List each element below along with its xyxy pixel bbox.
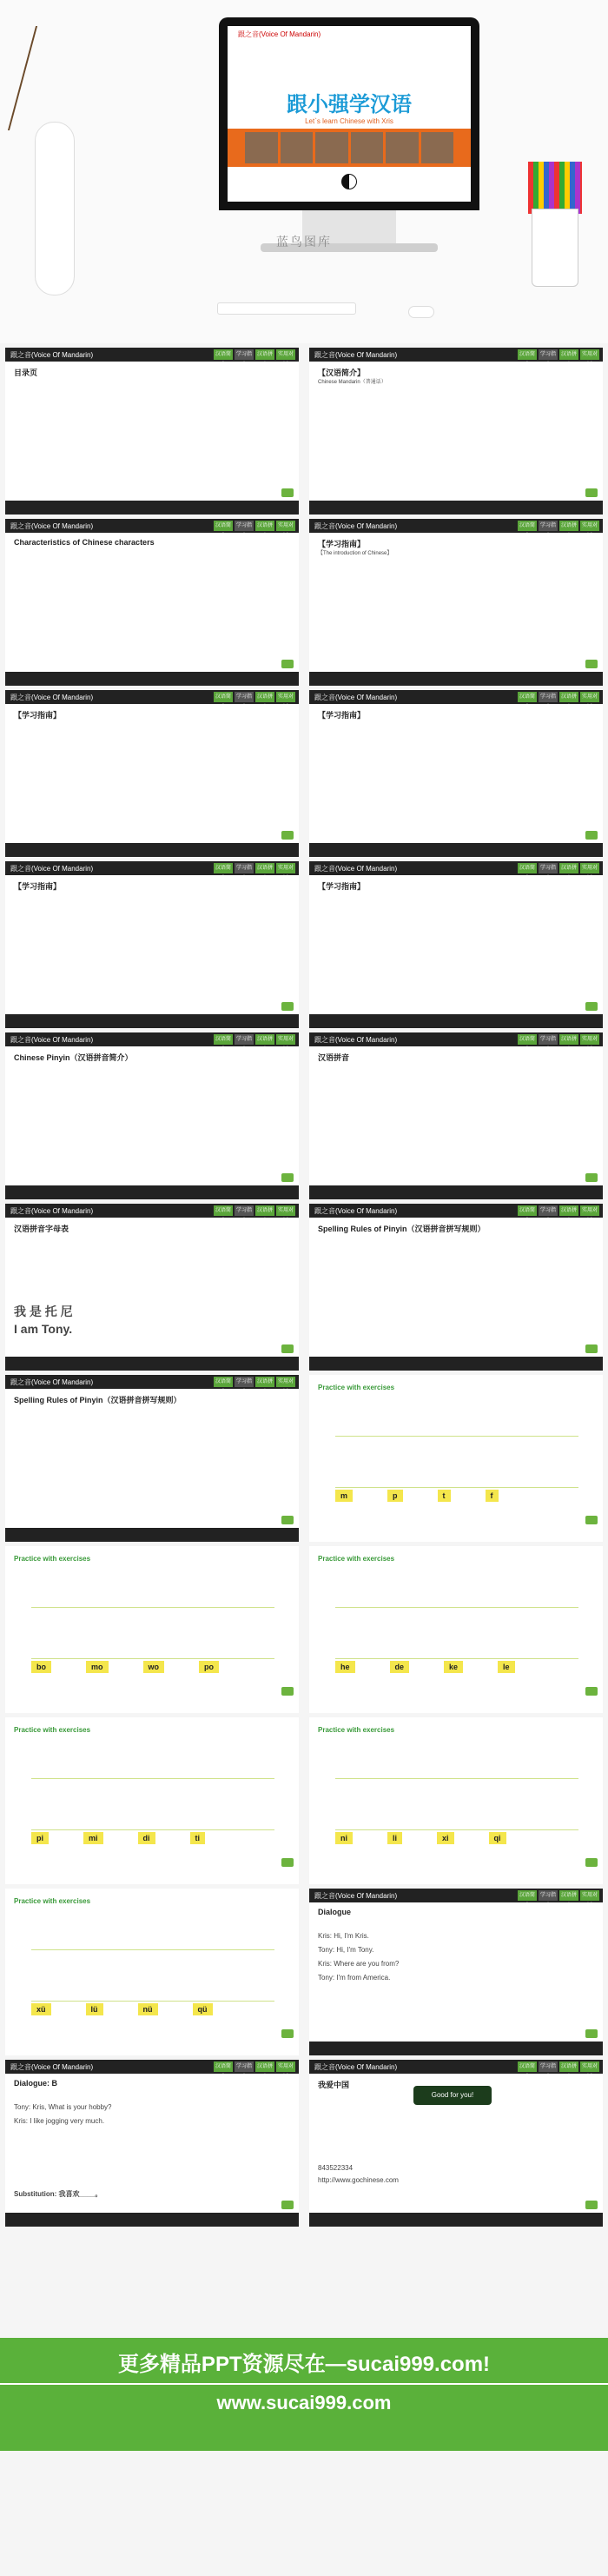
hero-section bbox=[0, 0, 608, 343]
tab[interactable]: 汉语简介 bbox=[214, 349, 233, 360]
tab[interactable]: 汉语拼音 bbox=[559, 1034, 578, 1045]
slide-footer bbox=[309, 1357, 603, 1371]
bar-brand: 跟之音(Voice Of Mandarin) bbox=[10, 2062, 94, 2071]
monitor bbox=[219, 17, 479, 210]
slide-11 bbox=[5, 1204, 299, 1371]
slide-4 bbox=[309, 519, 603, 686]
cover-subtitle: Let`s learn Chinese with Xris bbox=[305, 117, 393, 125]
tab[interactable]: 汉语拼音 bbox=[559, 1205, 578, 1216]
slide-footer bbox=[309, 2042, 603, 2055]
bar-brand: 跟之音(Voice Of Mandarin) bbox=[314, 693, 398, 701]
slide-title: Spelling Rules of Pinyin（汉语拼音拼写规则） bbox=[318, 1225, 486, 1233]
slide-title: Dialogue bbox=[318, 1908, 352, 1916]
tab[interactable]: 实用对话 bbox=[580, 521, 599, 531]
footer-line-2[interactable]: www.sucai999.com bbox=[216, 2392, 392, 2413]
mouse bbox=[408, 306, 434, 318]
tab[interactable]: 汉语拼音 bbox=[255, 1205, 274, 1216]
example-en: I am Tony. bbox=[14, 1322, 73, 1336]
tab-bar bbox=[518, 349, 599, 368]
answer-boxes bbox=[335, 1832, 506, 1844]
slide-header bbox=[309, 519, 603, 539]
tab[interactable]: 汉语拼音 bbox=[559, 1890, 578, 1901]
example-cn: 我 是 托 尼 bbox=[14, 1305, 73, 1318]
tab[interactable]: 学习指南 bbox=[539, 2061, 558, 2072]
tab[interactable]: 学习指南 bbox=[539, 1890, 558, 1901]
tab[interactable]: 汉语拼音 bbox=[255, 1034, 274, 1045]
slide-footer bbox=[309, 672, 603, 686]
tab[interactable]: 实用对话 bbox=[276, 863, 295, 873]
next-arrow-icon[interactable] bbox=[281, 488, 294, 497]
answer-boxes bbox=[335, 1661, 515, 1673]
next-arrow-icon[interactable] bbox=[281, 1344, 294, 1353]
tab[interactable]: 学习指南 bbox=[539, 1034, 558, 1045]
slide-title: 【学习指南】 bbox=[318, 882, 366, 891]
tab[interactable]: 学习指南 bbox=[235, 1034, 254, 1045]
tab-bar bbox=[214, 1034, 295, 1052]
tab[interactable]: 学习指南 bbox=[539, 1205, 558, 1216]
tab[interactable]: 汉语简介 bbox=[214, 1034, 233, 1045]
dialogue-line: Tony: I'm from America. bbox=[318, 1974, 391, 1982]
slide-19 bbox=[5, 1889, 299, 2055]
slide-heading: Chinese Mandarin（普通话） bbox=[318, 380, 387, 385]
slide-footer bbox=[5, 1014, 299, 1028]
tab[interactable]: 学习指南 bbox=[235, 1377, 254, 1387]
tab-bar bbox=[214, 1205, 295, 1224]
next-arrow-icon[interactable] bbox=[585, 1344, 598, 1353]
bar-brand: 跟之音(Voice Of Mandarin) bbox=[10, 1206, 94, 1215]
slide-title: 【学习指南】 bbox=[14, 882, 62, 891]
tab[interactable]: 实用对话 bbox=[580, 692, 599, 702]
next-arrow-icon[interactable] bbox=[585, 2029, 598, 2038]
slide-title: 【学习指南】 bbox=[318, 711, 366, 720]
tab[interactable]: 实用对话 bbox=[276, 2061, 295, 2072]
tab[interactable]: 汉语拼音 bbox=[255, 2061, 274, 2072]
bar-brand: 跟之音(Voice Of Mandarin) bbox=[314, 350, 398, 359]
tab[interactable]: 学习指南 bbox=[235, 349, 254, 360]
slide-header bbox=[309, 1204, 603, 1224]
pinyin-box[interactable]: nü bbox=[138, 2003, 158, 2015]
pencil-cup bbox=[532, 209, 578, 287]
tab-bar bbox=[518, 1205, 599, 1224]
slide-21 bbox=[5, 2060, 299, 2227]
slide-12 bbox=[309, 1204, 603, 1371]
slide-10 bbox=[309, 1032, 603, 1199]
tab[interactable]: 汉语拼音 bbox=[559, 2061, 578, 2072]
tab[interactable]: 汉语简介 bbox=[518, 1034, 537, 1045]
pinyin-box[interactable]: ti bbox=[190, 1832, 206, 1844]
brand-tag: 跟之音(Voice Of Mandarin) bbox=[238, 30, 321, 38]
pinyin-box[interactable]: mi bbox=[83, 1832, 103, 1844]
pinyin-box[interactable]: t bbox=[438, 1490, 451, 1502]
tab[interactable]: 学习指南 bbox=[235, 863, 254, 873]
tab[interactable]: 汉语拼音 bbox=[559, 863, 578, 873]
good-for-you-badge: Good for you! bbox=[413, 2086, 492, 2105]
writing-lines bbox=[335, 1436, 578, 1488]
dialogue-line: Tony: Hi, I'm Tony. bbox=[318, 1946, 374, 1954]
dialogue-line: Kris: I like jogging very much. bbox=[14, 2117, 105, 2125]
next-arrow-icon[interactable] bbox=[281, 1002, 294, 1011]
slide-5 bbox=[5, 690, 299, 857]
pinyin-box[interactable]: xi bbox=[437, 1832, 454, 1844]
pinyin-box[interactable]: li bbox=[387, 1832, 402, 1844]
slide-13 bbox=[5, 1375, 299, 1542]
slide-6 bbox=[309, 690, 603, 857]
next-arrow-icon[interactable] bbox=[281, 2029, 294, 2038]
tab[interactable]: 汉语简介 bbox=[518, 863, 537, 873]
pinyin-box[interactable]: le bbox=[498, 1661, 515, 1673]
photo bbox=[351, 132, 384, 163]
pinyin-box[interactable]: xü bbox=[31, 2003, 51, 2015]
tab[interactable]: 学习指南 bbox=[235, 521, 254, 531]
slide-footer bbox=[309, 1014, 603, 1028]
slide-18 bbox=[309, 1717, 603, 1884]
slide-footer bbox=[309, 2213, 603, 2227]
tab-bar bbox=[214, 863, 295, 881]
exercise-title: Practice with exercises bbox=[14, 1897, 91, 1905]
exercise-title: Practice with exercises bbox=[14, 1555, 91, 1563]
next-arrow-icon[interactable] bbox=[585, 1858, 598, 1867]
tab[interactable]: 实用对话 bbox=[580, 1205, 599, 1216]
slide-footer bbox=[5, 501, 299, 515]
slide-title: 【汉语简介】 bbox=[318, 368, 366, 377]
tab-bar bbox=[214, 521, 295, 539]
slide-header bbox=[5, 2060, 299, 2080]
pinyin-box[interactable]: qü bbox=[193, 2003, 213, 2015]
pinyin-box[interactable]: ni bbox=[335, 1832, 353, 1844]
bar-brand: 跟之音(Voice Of Mandarin) bbox=[314, 864, 398, 873]
website[interactable]: http://www.gochinese.com bbox=[318, 2176, 399, 2184]
next-arrow-icon[interactable] bbox=[585, 1687, 598, 1696]
bar-brand: 跟之音(Voice Of Mandarin) bbox=[314, 1891, 398, 1900]
tab[interactable]: 汉语拼音 bbox=[255, 521, 274, 531]
pinyin-box[interactable]: wo bbox=[143, 1661, 165, 1673]
slide-title: Spelling Rules of Pinyin（汉语拼音拼写规则） bbox=[14, 1396, 182, 1404]
slide-footer bbox=[5, 1357, 299, 1371]
tab[interactable]: 学习指南 bbox=[235, 1205, 254, 1216]
tab[interactable]: 汉语简介 bbox=[518, 692, 537, 702]
tab[interactable]: 实用对话 bbox=[276, 692, 295, 702]
bar-brand: 跟之音(Voice Of Mandarin) bbox=[314, 1206, 398, 1215]
slide-9 bbox=[5, 1032, 299, 1199]
dialogue-line: Tony: Kris, What is your hobby? bbox=[14, 2103, 112, 2111]
slide-2 bbox=[309, 348, 603, 515]
tab[interactable]: 实用对话 bbox=[276, 349, 295, 360]
tab-bar bbox=[214, 2061, 295, 2080]
tab-bar bbox=[518, 863, 599, 881]
bar-brand: 跟之音(Voice Of Mandarin) bbox=[10, 1378, 94, 1386]
slide-footer bbox=[309, 501, 603, 515]
writing-lines bbox=[31, 1778, 274, 1830]
slide-header bbox=[5, 861, 299, 881]
answer-boxes bbox=[31, 1661, 219, 1673]
photo-strip bbox=[245, 132, 453, 163]
dialogue-line: Kris: Hi, I'm Kris. bbox=[318, 1932, 369, 1940]
pinyin-box[interactable]: po bbox=[199, 1661, 219, 1673]
tab-bar bbox=[214, 692, 295, 710]
writing-lines bbox=[335, 1778, 578, 1830]
branch-decoration bbox=[8, 26, 131, 130]
phone: 843522334 bbox=[318, 2164, 354, 2172]
tab[interactable]: 汉语拼音 bbox=[559, 521, 578, 531]
slide-title: Characteristics of Chinese characters bbox=[14, 538, 155, 547]
bar-brand: 跟之音(Voice Of Mandarin) bbox=[10, 693, 94, 701]
next-arrow-icon[interactable] bbox=[281, 1173, 294, 1182]
bar-brand: 跟之音(Voice Of Mandarin) bbox=[10, 521, 94, 530]
next-arrow-icon[interactable] bbox=[281, 1516, 294, 1524]
slide-footer bbox=[309, 843, 603, 857]
slide-title: 汉语拼音 bbox=[318, 1053, 350, 1062]
tab[interactable]: 汉语简介 bbox=[518, 1205, 537, 1216]
answer-boxes bbox=[31, 2003, 213, 2015]
photo bbox=[386, 132, 419, 163]
tab-bar bbox=[214, 349, 295, 368]
slide-heading: 【The introduction of Chinese】 bbox=[318, 551, 393, 556]
tab[interactable]: 实用对话 bbox=[580, 863, 599, 873]
tab-bar bbox=[518, 521, 599, 539]
exercise-title: Practice with exercises bbox=[14, 1726, 91, 1734]
pinyin-box[interactable]: pi bbox=[31, 1832, 49, 1844]
tab[interactable]: 实用对话 bbox=[276, 1377, 295, 1387]
tab[interactable]: 汉语拼音 bbox=[255, 349, 274, 360]
tab[interactable]: 实用对话 bbox=[276, 1034, 295, 1045]
slide-title: Chinese Pinyin（汉语拼音简介） bbox=[14, 1053, 133, 1062]
tab[interactable]: 汉语简介 bbox=[518, 521, 537, 531]
next-arrow-icon[interactable] bbox=[585, 488, 598, 497]
slide-footer bbox=[309, 1185, 603, 1199]
pinyin-box[interactable]: bo bbox=[31, 1661, 51, 1673]
slide-1 bbox=[5, 348, 299, 515]
exercise-title: Practice with exercises bbox=[318, 1384, 395, 1391]
slide-header bbox=[309, 1889, 603, 1909]
watermark: 蓝鸟图库 bbox=[276, 235, 332, 249]
tab[interactable]: 汉语拼音 bbox=[255, 1377, 274, 1387]
pinyin-box[interactable]: f bbox=[486, 1490, 499, 1502]
slide-title: Dialogue: B bbox=[14, 2079, 58, 2088]
pinyin-box[interactable]: he bbox=[335, 1661, 355, 1673]
slide-8 bbox=[309, 861, 603, 1028]
slide-16 bbox=[309, 1546, 603, 1713]
tab[interactable]: 学习指南 bbox=[235, 2061, 254, 2072]
exercise-title: Practice with exercises bbox=[318, 1555, 395, 1563]
tab[interactable]: 汉语拼音 bbox=[559, 692, 578, 702]
tab[interactable]: 学习指南 bbox=[235, 692, 254, 702]
tab-bar bbox=[518, 1890, 599, 1909]
answer-boxes bbox=[31, 1832, 205, 1844]
next-arrow-icon[interactable] bbox=[585, 1002, 598, 1011]
tab[interactable]: 汉语拼音 bbox=[255, 863, 274, 873]
pinyin-box[interactable]: lü bbox=[86, 2003, 103, 2015]
tab[interactable]: 汉语简介 bbox=[214, 2061, 233, 2072]
tab[interactable]: 汉语简介 bbox=[214, 863, 233, 873]
slide-header bbox=[5, 1375, 299, 1395]
slide-header bbox=[309, 1032, 603, 1052]
bar-brand: 跟之音(Voice Of Mandarin) bbox=[314, 521, 398, 530]
slide-15 bbox=[5, 1546, 299, 1713]
slide-title: 【学习指南】 bbox=[318, 540, 366, 548]
tab[interactable]: 实用对话 bbox=[276, 521, 295, 531]
cover-slide bbox=[228, 26, 471, 202]
slide-title: 【学习指南】 bbox=[14, 711, 62, 720]
pinyin-box[interactable]: ke bbox=[444, 1661, 463, 1673]
answer-boxes bbox=[335, 1490, 499, 1502]
tab-bar bbox=[518, 1034, 599, 1052]
footer-line-1[interactable]: 更多精品PPT资源尽在—sucai999.com! bbox=[117, 2353, 491, 2376]
slide-title: 目录页 bbox=[14, 368, 38, 377]
vase-decoration bbox=[35, 122, 75, 295]
tab[interactable]: 汉语简介 bbox=[518, 2061, 537, 2072]
slide-header bbox=[5, 519, 299, 539]
writing-lines bbox=[335, 1607, 578, 1659]
tab[interactable]: 汉语简介 bbox=[214, 521, 233, 531]
slide-footer bbox=[5, 1185, 299, 1199]
yinyang-icon bbox=[341, 174, 357, 189]
next-arrow-icon[interactable] bbox=[585, 2201, 598, 2209]
bar-brand: 跟之音(Voice Of Mandarin) bbox=[10, 1035, 94, 1044]
writing-lines bbox=[31, 1949, 274, 2002]
slide-footer bbox=[5, 672, 299, 686]
slide-header bbox=[5, 1032, 299, 1052]
tab[interactable]: 实用对话 bbox=[580, 2061, 599, 2072]
bar-brand: 跟之音(Voice Of Mandarin) bbox=[10, 350, 94, 359]
writing-lines bbox=[31, 1607, 274, 1659]
photo bbox=[421, 132, 454, 163]
slide-header bbox=[5, 1204, 299, 1224]
next-arrow-icon[interactable] bbox=[585, 831, 598, 840]
tab-bar bbox=[214, 1377, 295, 1395]
tab[interactable]: 实用对话 bbox=[580, 349, 599, 360]
tab-bar bbox=[518, 2061, 599, 2080]
keyboard bbox=[217, 302, 356, 315]
tab[interactable]: 学习指南 bbox=[539, 863, 558, 873]
tab[interactable]: 汉语拼音 bbox=[255, 692, 274, 702]
photo bbox=[281, 132, 314, 163]
slide-7 bbox=[5, 861, 299, 1028]
photo bbox=[245, 132, 278, 163]
next-arrow-icon[interactable] bbox=[281, 831, 294, 840]
tab[interactable]: 学习指南 bbox=[539, 521, 558, 531]
slide-3 bbox=[5, 519, 299, 686]
bar-brand: 跟之音(Voice Of Mandarin) bbox=[314, 1035, 398, 1044]
tab[interactable]: 汉语简介 bbox=[518, 1890, 537, 1901]
slide-header bbox=[309, 861, 603, 881]
pinyin-box[interactable]: di bbox=[138, 1832, 155, 1844]
next-arrow-icon[interactable] bbox=[281, 2201, 294, 2209]
slide-header bbox=[5, 690, 299, 710]
slide-footer bbox=[5, 2213, 299, 2227]
pinyin-box[interactable]: p bbox=[387, 1490, 403, 1502]
pinyin-box[interactable]: qi bbox=[489, 1832, 506, 1844]
next-arrow-icon[interactable] bbox=[281, 1858, 294, 1867]
slide-header bbox=[309, 348, 603, 368]
cover-title: 跟小强学汉语 bbox=[287, 93, 412, 116]
tab[interactable]: 汉语简介 bbox=[518, 349, 537, 360]
slide-title: 我爱中国 bbox=[318, 2081, 350, 2089]
tab[interactable]: 汉语简介 bbox=[214, 1205, 233, 1216]
slide-20 bbox=[309, 1889, 603, 2055]
slide-14 bbox=[309, 1375, 603, 1542]
tab-bar bbox=[518, 692, 599, 710]
slide-22 bbox=[309, 2060, 603, 2227]
exercise-title: Practice with exercises bbox=[318, 1726, 395, 1734]
tab[interactable]: 汉语拼音 bbox=[559, 349, 578, 360]
footer-divider bbox=[0, 2383, 608, 2385]
pencils bbox=[528, 162, 582, 214]
tab[interactable]: 学习指南 bbox=[539, 692, 558, 702]
next-arrow-icon[interactable] bbox=[281, 660, 294, 668]
slide-header bbox=[309, 2060, 603, 2080]
slide-footer bbox=[5, 843, 299, 857]
slide-title: 汉语拼音字母表 bbox=[14, 1225, 69, 1233]
tab[interactable]: 实用对话 bbox=[276, 1205, 295, 1216]
substitution: Substitution: 我喜欢____。 bbox=[14, 2190, 102, 2198]
dialogue-line: Kris: Where are you from? bbox=[318, 1960, 400, 1968]
next-arrow-icon[interactable] bbox=[585, 1516, 598, 1524]
pinyin-box[interactable]: de bbox=[390, 1661, 410, 1673]
next-arrow-icon[interactable] bbox=[281, 1687, 294, 1696]
tab[interactable]: 汉语简介 bbox=[214, 1377, 233, 1387]
pinyin-box[interactable]: m bbox=[335, 1490, 353, 1502]
tab[interactable]: 汉语简介 bbox=[214, 692, 233, 702]
pinyin-box[interactable]: mo bbox=[86, 1661, 109, 1673]
bar-brand: 跟之音(Voice Of Mandarin) bbox=[10, 864, 94, 873]
photo bbox=[315, 132, 348, 163]
bar-brand: 跟之音(Voice Of Mandarin) bbox=[314, 2062, 398, 2071]
slide-header bbox=[5, 348, 299, 368]
slide-header bbox=[309, 690, 603, 710]
next-arrow-icon[interactable] bbox=[585, 1173, 598, 1182]
slide-footer bbox=[5, 1528, 299, 1542]
tab[interactable]: 实用对话 bbox=[580, 1890, 599, 1901]
tab[interactable]: 实用对话 bbox=[580, 1034, 599, 1045]
next-arrow-icon[interactable] bbox=[585, 660, 598, 668]
tab[interactable]: 学习指南 bbox=[539, 349, 558, 360]
slide-17 bbox=[5, 1717, 299, 1884]
